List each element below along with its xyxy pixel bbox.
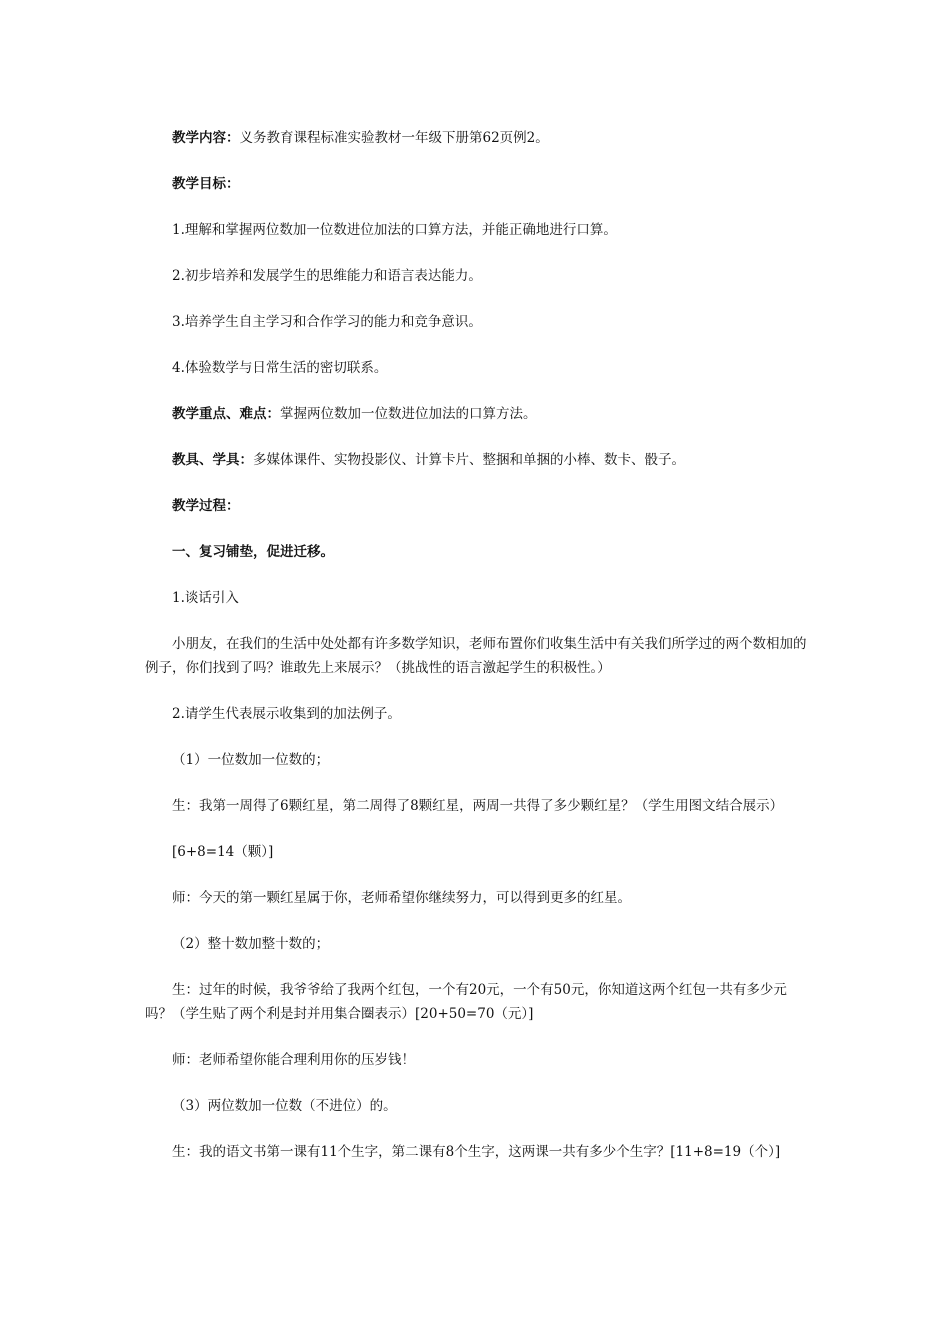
goal-item: 3.培养学生自主学习和合作学习的能力和竞争意识。 bbox=[172, 314, 482, 330]
section-heading: 一、复习铺垫，促进迁移。 bbox=[172, 544, 334, 560]
goal-item: 4.体验数学与日常生活的密切联系。 bbox=[172, 360, 388, 376]
goal-item: 2.初步培养和发展学生的思维能力和语言表达能力。 bbox=[172, 268, 482, 284]
teaching-process-heading: 教学过程： bbox=[172, 498, 240, 514]
student-dialogue: 生：过年的时候，我爷爷给了我两个红包，一个有20元，一个有50元，你知道这两个红包一共有多少元吗？（学生贴了两个利是封并用集合圈表示）[20+50=70（元）] bbox=[145, 982, 787, 1022]
teacher-dialogue: 师：今天的第一颗红星属于你，老师希望你继续努力，可以得到更多的红星。 bbox=[172, 890, 631, 906]
key-points-text: 掌握两位数加一位数进位加法的口算方法。 bbox=[280, 406, 537, 422]
formula: [6+8=14（颗）] bbox=[172, 844, 274, 860]
document-body bbox=[145, 126, 809, 1186]
case-heading: （1）一位数加一位数的； bbox=[172, 752, 330, 768]
student-dialogue: 生：我第一周得了6颗红星，第二周得了8颗红星，两周一共得了多少颗红星？（学生用图文结合展示） bbox=[172, 798, 784, 814]
teaching-content-text: 义务教育课程标准实验教材一年级下册第62页例2。 bbox=[239, 130, 549, 146]
teaching-aids-label: 教具、学具： bbox=[172, 452, 253, 468]
case-heading: （2）整十数加整十数的； bbox=[172, 936, 330, 952]
step-heading: 1.谈话引入 bbox=[172, 590, 239, 606]
teaching-aids-text: 多媒体课件、实物投影仪、计算卡片、整捆和单捆的小棒、数卡、骰子。 bbox=[253, 452, 685, 468]
goal-item: 1.理解和掌握两位数加一位数进位加法的口算方法，并能正确地进行口算。 bbox=[172, 222, 617, 238]
teaching-aids bbox=[145, 448, 809, 472]
student-dialogue: 生：我的语文书第一课有11个生字，第二课有8个生字，这两课一共有多少个生字？[11+8=19（个）] bbox=[172, 1144, 781, 1160]
teaching-content bbox=[145, 126, 809, 150]
intro-paragraph: 小朋友，在我们的生活中处处都有许多数学知识，老师布置你们收集生活中有关我们所学过的两个数相加的例子，你们找到了吗？谁敢先上来展示？（挑战性的语言激起学生的积极性。） bbox=[145, 636, 807, 676]
teaching-content-label: 教学内容： bbox=[172, 130, 240, 146]
key-points-label: 教学重点、难点： bbox=[172, 406, 280, 422]
teacher-dialogue: 师：老师希望你能合理利用你的压岁钱！ bbox=[172, 1052, 415, 1068]
step-heading: 2.请学生代表展示收集到的加法例子。 bbox=[172, 706, 401, 722]
teaching-goals-heading: 教学目标： bbox=[172, 176, 240, 192]
key-points bbox=[145, 402, 809, 426]
case-heading: （3）两位数加一位数（不进位）的。 bbox=[172, 1098, 397, 1114]
